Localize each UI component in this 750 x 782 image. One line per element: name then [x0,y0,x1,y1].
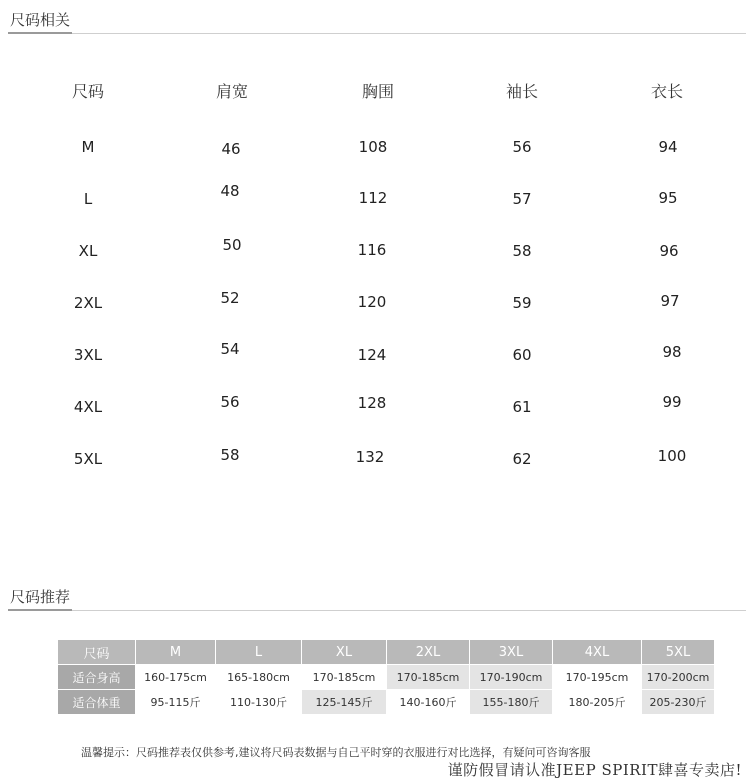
table-cell: 132 [355,448,385,466]
table-cell: 180-205斤 [553,690,642,715]
table-cell: 170-200cm [642,665,715,690]
table-cell: 54 [220,340,240,358]
table-cell: 50 [222,236,242,254]
table-cell: 56 [220,393,240,411]
size-section-title: 尺码相关 [8,9,746,34]
table-cell: 140-160斤 [387,690,470,715]
table-cell: 95-115斤 [136,690,216,715]
header-shoulder: 肩宽 [215,82,249,101]
size-recommendation-table [57,639,715,715]
table-cell: 57 [512,190,532,208]
table-cell: 58 [512,242,532,260]
table-cell: 100 [657,447,687,465]
table-row [58,640,715,665]
table-cell: 108 [358,138,388,156]
table-cell: 170-185cm [302,665,387,690]
store-footer: 谨防假冒请认准JEEP SPIRIT肆喜专卖店! [447,761,742,779]
table-cell: 96 [659,242,679,260]
header-length: 衣长 [650,82,684,101]
table-cell: L [83,190,93,208]
table-cell: 98 [662,343,682,361]
table-row [58,665,715,690]
recommend-section-title: 尺码推荐 [8,586,746,611]
table-cell: 56 [512,138,532,156]
table-cell: M [136,640,216,665]
table-cell: 59 [512,294,532,312]
table-cell: 155-180斤 [470,690,553,715]
table-cell: 110-130斤 [216,690,302,715]
table-cell: 94 [658,138,678,156]
table-cell: 170-185cm [387,665,470,690]
table-cell: 128 [357,394,387,412]
table-cell: 52 [220,289,240,307]
table-cell: 2XL [387,640,470,665]
table-cell: 适合身高 [58,665,136,690]
table-cell: 48 [220,182,240,200]
table-cell: 5XL [73,450,103,468]
table-row [58,690,715,715]
table-cell: 99 [662,393,682,411]
table-cell: 5XL [642,640,715,665]
table-cell: 97 [660,292,680,310]
table-cell: 170-190cm [470,665,553,690]
table-cell: 适合体重 [58,690,136,715]
table-cell: 170-195cm [553,665,642,690]
table-cell: 61 [512,398,532,416]
table-cell: L [216,640,302,665]
table-cell: 3XL [470,640,553,665]
table-cell: 116 [357,241,387,259]
table-cell: 60 [512,346,532,364]
table-cell: M [81,138,95,156]
table-cell: 125-145斤 [302,690,387,715]
table-cell: 4XL [73,398,103,416]
header-size: 尺码 [71,82,105,101]
table-cell: 112 [358,189,388,207]
table-cell: 3XL [73,346,103,364]
table-cell: XL [302,640,387,665]
table-cell: 165-180cm [216,665,302,690]
header-sleeve: 袖长 [505,82,539,101]
table-cell: 2XL [73,294,103,312]
table-cell: 4XL [553,640,642,665]
table-cell: 160-175cm [136,665,216,690]
table-cell: 尺码 [58,640,136,665]
table-cell: 120 [357,293,387,311]
table-cell: 205-230斤 [642,690,715,715]
tip-note: 温馨提示：尺码推荐表仅供参考,建议将尺码表数据与自己平时穿的衣服进行对比选择，有疑问可咨询客服 [81,746,591,759]
table-cell: 95 [658,189,678,207]
table-cell: 62 [512,450,532,468]
table-cell: 46 [221,140,241,158]
header-chest: 胸围 [361,82,395,101]
table-cell: 58 [220,446,240,464]
table-cell: 124 [357,346,387,364]
table-cell: XL [78,242,98,260]
